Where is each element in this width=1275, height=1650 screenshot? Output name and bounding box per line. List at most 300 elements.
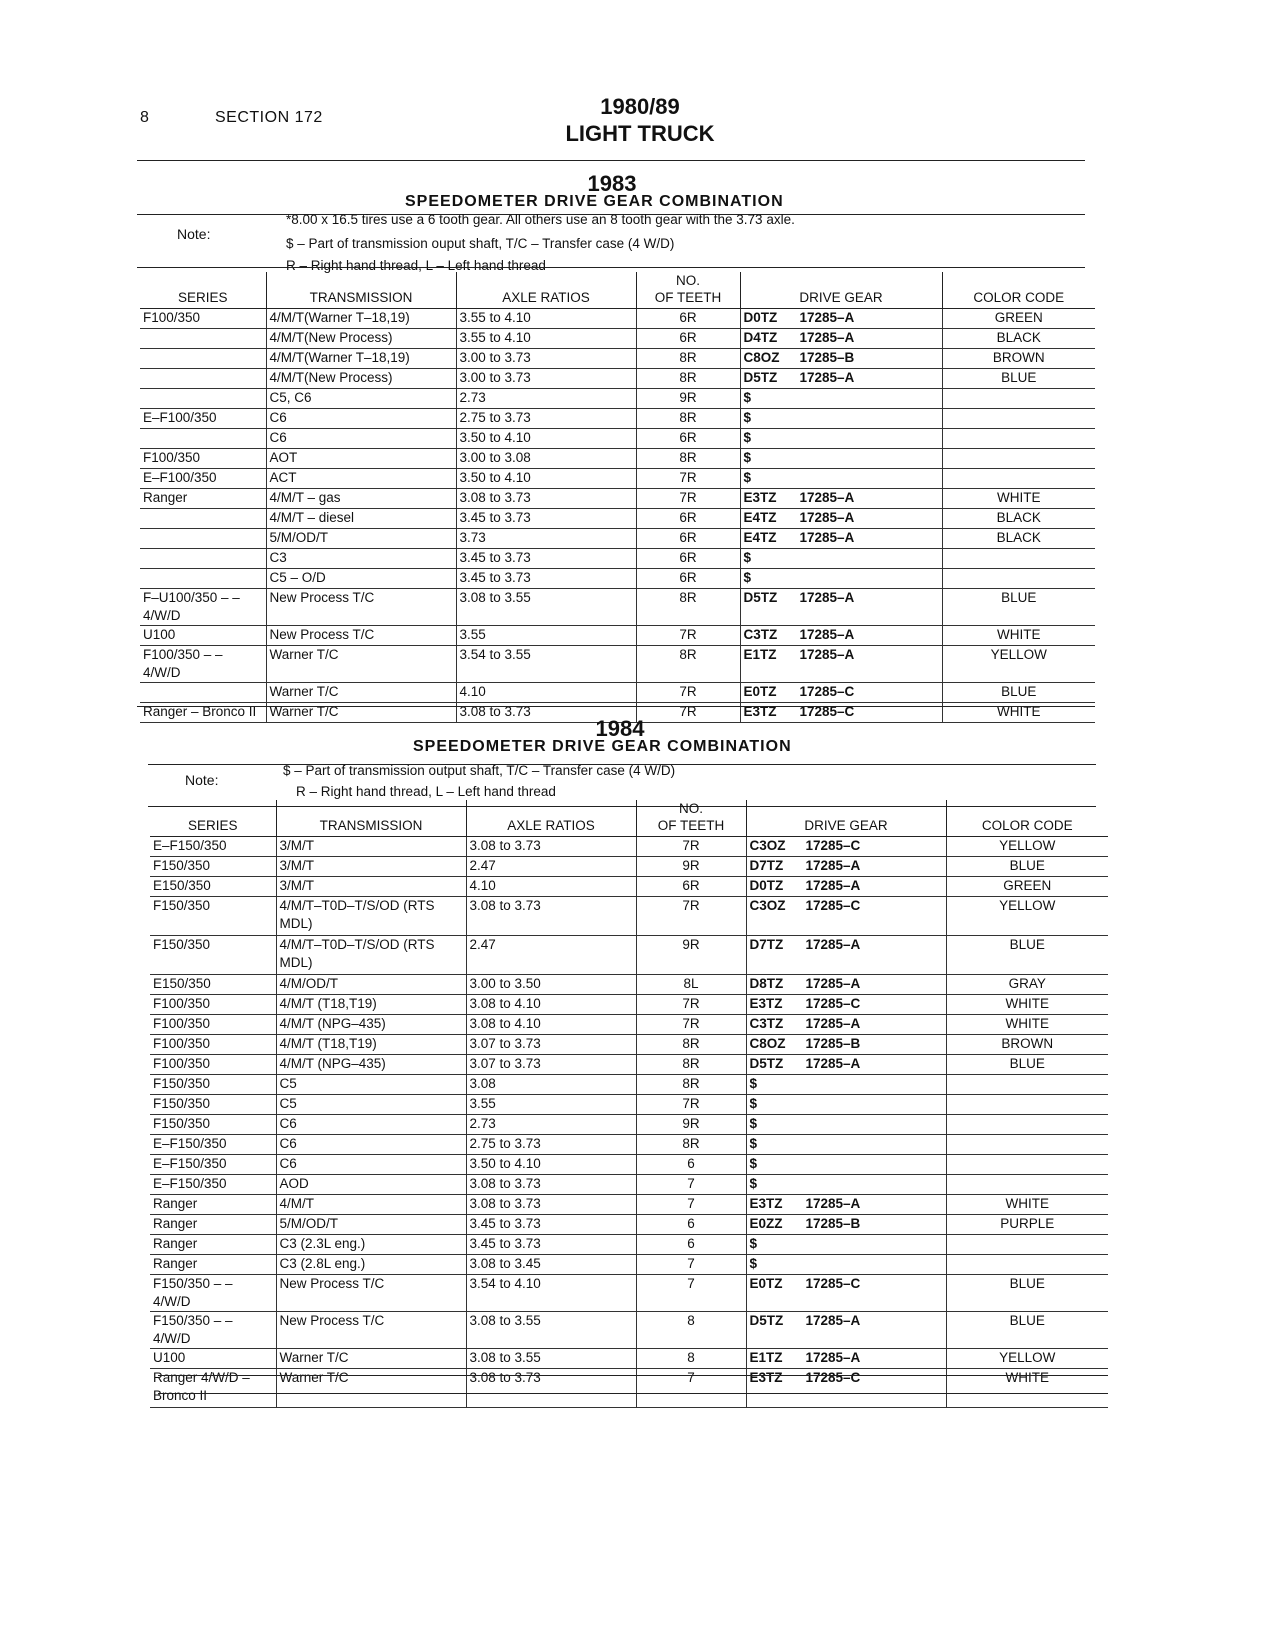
table-row: [150, 1055, 1108, 1075]
transmission-cell: AOD: [276, 1175, 466, 1195]
drive-gear-cell: [740, 369, 942, 389]
axle-ratio-cell: 3.00 to 3.73: [456, 349, 636, 369]
header-series: SERIES: [150, 800, 276, 837]
axle-ratio-cell: 3.73: [456, 529, 636, 549]
transmission-cell: 4/M/T – gas: [266, 489, 456, 509]
color-code-cell: [942, 549, 1095, 569]
teeth-cell: 8R: [636, 1035, 746, 1055]
drive-gear-code: D4TZ: [743, 330, 778, 345]
transmission-cell: 5/M/OD/T: [276, 1215, 466, 1235]
table-row: [150, 837, 1108, 857]
teeth-cell: 7R: [636, 1015, 746, 1035]
table-row: [150, 1155, 1108, 1175]
header-axle-ratios: AXLE RATIOS: [456, 272, 636, 309]
drive-gear-cell: [746, 936, 946, 975]
table-row: [140, 549, 1095, 569]
series-cell: [140, 429, 266, 449]
drive-gear-code: E3TZ: [749, 1370, 783, 1385]
teeth-cell: 8R: [636, 369, 740, 389]
table-row: [150, 1075, 1108, 1095]
transmission-cell: C6: [266, 409, 456, 429]
drive-gear-cell: [740, 329, 942, 349]
table-1984-year: 1984: [595, 716, 645, 741]
drive-gear-cell: [746, 1115, 946, 1135]
table-1983-bottom-rule: [137, 706, 1095, 707]
axle-ratio-cell: 3.50 to 4.10: [466, 1155, 636, 1175]
drive-gear-part: 17285–C: [799, 704, 855, 719]
table-row: [140, 409, 1095, 429]
series-cell: F150/350 – – 4/W/D: [150, 1312, 276, 1349]
transmission-cell: ACT: [266, 469, 456, 489]
axle-ratio-cell: 3.45 to 3.73: [456, 509, 636, 529]
axle-ratio-cell: 3.08 to 3.55: [466, 1312, 636, 1349]
axle-ratio-cell: 3.08 to 3.73: [466, 897, 636, 936]
transmission-cell: 3/M/T: [276, 877, 466, 897]
drive-gear-cell: [746, 1312, 946, 1349]
axle-ratio-cell: 3.45 to 3.73: [466, 1235, 636, 1255]
teeth-cell: 6: [636, 1235, 746, 1255]
table-row: [140, 569, 1095, 589]
header-transmission: TRANSMISSION: [266, 272, 456, 309]
transmission-cell: New Process T/C: [276, 1275, 466, 1312]
table-1983-note-1: *8.00 x 16.5 tires use a 6 tooth gear. All others use an 8 tooth gear with the 3.73 axle.: [286, 212, 795, 227]
table-row: [150, 1312, 1108, 1349]
drive-gear-part: 17285–A: [799, 627, 855, 642]
drive-gear-cell: [746, 1235, 946, 1255]
drive-gear-cell: [746, 995, 946, 1015]
table-row: [140, 329, 1095, 349]
transmission-cell: 4/M/T(New Process): [266, 329, 456, 349]
teeth-cell: 6: [636, 1215, 746, 1235]
teeth-cell: 7R: [636, 626, 740, 646]
drive-gear-part: 17285–A: [799, 330, 855, 345]
series-cell: F150/350: [150, 1075, 276, 1095]
drive-gear-part: 17285–B: [805, 1216, 861, 1231]
color-code-cell: WHITE: [942, 489, 1095, 509]
drive-gear-cell: [740, 683, 942, 703]
table-row: [150, 975, 1108, 995]
transmission-cell: 4/M/T–T0D–T/S/OD (RTS MDL): [276, 897, 466, 936]
series-cell: U100: [150, 1349, 276, 1369]
header-series: SERIES: [140, 272, 266, 309]
color-code-cell: BLUE: [946, 936, 1108, 975]
series-cell: F150/350: [150, 1095, 276, 1115]
color-code-cell: [946, 1235, 1108, 1255]
transmission-cell: Warner T/C: [276, 1369, 466, 1408]
drive-gear-code: $: [743, 410, 752, 425]
color-code-cell: YELLOW: [946, 897, 1108, 936]
axle-ratio-cell: 3.54 to 4.10: [466, 1275, 636, 1312]
table-1984-title: SPEEDOMETER DRIVE GEAR COMBINATION: [413, 738, 792, 755]
drive-gear-code: D7TZ: [749, 937, 784, 952]
transmission-cell: New Process T/C: [276, 1312, 466, 1349]
transmission-cell: C5: [276, 1075, 466, 1095]
color-code-cell: WHITE: [946, 1369, 1108, 1408]
teeth-cell: 6R: [636, 429, 740, 449]
axle-ratio-cell: 3.08 to 3.45: [466, 1255, 636, 1275]
series-cell: E150/350: [150, 975, 276, 995]
drive-gear-cell: [746, 1275, 946, 1312]
drive-gear-code: $: [743, 430, 752, 445]
axle-ratio-cell: 2.73: [466, 1115, 636, 1135]
table-1984-bottom-rule-2: [158, 1393, 1108, 1394]
table-1984: [150, 800, 1108, 1408]
transmission-cell: Warner T/C: [266, 703, 456, 723]
axle-ratio-cell: 3.08 to 3.73: [466, 1175, 636, 1195]
drive-gear-cell: [740, 589, 942, 626]
transmission-cell: 4/M/T(Warner T–18,19): [266, 309, 456, 329]
axle-ratio-cell: 3.45 to 3.73: [456, 569, 636, 589]
drive-gear-code: E1TZ: [749, 1350, 783, 1365]
drive-gear-part: 17285–A: [805, 976, 861, 991]
drive-gear-code: D5TZ: [749, 1056, 784, 1071]
drive-gear-code: D8TZ: [749, 976, 784, 991]
teeth-cell: 6R: [636, 877, 746, 897]
drive-gear-part: 17285–C: [799, 684, 855, 699]
axle-ratio-cell: 2.47: [466, 936, 636, 975]
axle-ratio-cell: 3.07 to 3.73: [466, 1035, 636, 1055]
table-row: [140, 449, 1095, 469]
series-cell: Ranger 4/W/D – Bronco II: [150, 1369, 276, 1408]
color-code-cell: [942, 429, 1095, 449]
table-1984-note-2: R – Right hand thread, L – Left hand thread: [296, 784, 556, 799]
drive-gear-code: D5TZ: [749, 1313, 784, 1328]
teeth-cell: 9R: [636, 936, 746, 975]
drive-gear-cell: [746, 1015, 946, 1035]
color-code-cell: BLUE: [946, 1312, 1108, 1349]
transmission-cell: 4/M/T (T18,T19): [276, 995, 466, 1015]
drive-gear-code: $: [743, 450, 752, 465]
table-1983-note-3: R – Right hand thread, L – Left hand thread: [286, 258, 546, 273]
table-row: [140, 509, 1095, 529]
teeth-cell: 8R: [636, 349, 740, 369]
drive-gear-code: $: [749, 1156, 758, 1171]
table-row: [140, 489, 1095, 509]
teeth-cell: 6R: [636, 569, 740, 589]
series-cell: Ranger: [150, 1195, 276, 1215]
color-code-cell: BLUE: [946, 1055, 1108, 1075]
drive-gear-code: E4TZ: [743, 510, 777, 525]
axle-ratio-cell: 3.54 to 3.55: [456, 646, 636, 683]
drive-gear-cell: [746, 1255, 946, 1275]
color-code-cell: [946, 1135, 1108, 1155]
table-row: [150, 1349, 1108, 1369]
transmission-cell: 4/M/T: [276, 1195, 466, 1215]
drive-gear-part: 17285–A: [799, 647, 855, 662]
axle-ratio-cell: 3.55: [456, 626, 636, 646]
drive-gear-cell: [740, 509, 942, 529]
series-cell: F100/350: [140, 449, 266, 469]
drive-gear-code: C3TZ: [749, 1016, 784, 1031]
transmission-cell: C6: [276, 1135, 466, 1155]
color-code-cell: GREEN: [942, 309, 1095, 329]
drive-gear-code: D5TZ: [743, 590, 778, 605]
color-code-cell: WHITE: [946, 1015, 1108, 1035]
teeth-cell: 8R: [636, 449, 740, 469]
transmission-cell: 3/M/T: [276, 837, 466, 857]
table-row: [150, 1095, 1108, 1115]
drive-gear-cell: [740, 489, 942, 509]
axle-ratio-cell: 2.75 to 3.73: [456, 409, 636, 429]
drive-gear-cell: [740, 449, 942, 469]
series-cell: E150/350: [150, 877, 276, 897]
color-code-cell: [942, 569, 1095, 589]
header-rule: [137, 160, 1085, 161]
teeth-cell: 7: [636, 1275, 746, 1312]
axle-ratio-cell: 3.08 to 3.55: [466, 1349, 636, 1369]
series-cell: E–F150/350: [150, 1175, 276, 1195]
teeth-cell: 7R: [636, 469, 740, 489]
color-code-cell: [942, 449, 1095, 469]
table-row: [150, 1195, 1108, 1215]
table-1983-note-label: Note:: [177, 226, 211, 242]
axle-ratio-cell: 3.45 to 3.73: [466, 1215, 636, 1235]
table-row: [140, 369, 1095, 389]
teeth-cell: 8: [636, 1349, 746, 1369]
transmission-cell: C3 (2.8L eng.): [276, 1255, 466, 1275]
transmission-cell: Warner T/C: [276, 1349, 466, 1369]
transmission-cell: 4/M/T(New Process): [266, 369, 456, 389]
transmission-cell: AOT: [266, 449, 456, 469]
teeth-cell: 7R: [636, 897, 746, 936]
axle-ratio-cell: 3.45 to 3.73: [456, 549, 636, 569]
color-code-cell: BLACK: [942, 529, 1095, 549]
series-cell: E–F100/350: [140, 409, 266, 429]
table-row: [150, 1235, 1108, 1255]
drive-gear-cell: [746, 1035, 946, 1055]
teeth-cell: 6R: [636, 329, 740, 349]
teeth-cell: 8R: [636, 1075, 746, 1095]
series-cell: F100/350: [150, 995, 276, 1015]
axle-ratio-cell: 3.08 to 4.10: [466, 1015, 636, 1035]
drive-gear-code: C3TZ: [743, 627, 778, 642]
axle-ratio-cell: 3.55 to 4.10: [456, 329, 636, 349]
drive-gear-cell: [746, 1075, 946, 1095]
color-code-cell: [946, 1115, 1108, 1135]
drive-gear-part: 17285–A: [805, 1056, 861, 1071]
table-row: [150, 1035, 1108, 1055]
drive-gear-part: 17285–A: [805, 1350, 861, 1365]
series-cell: Ranger: [150, 1215, 276, 1235]
header-teeth: NO. OF TEETH: [636, 272, 740, 309]
drive-gear-code: E0TZ: [749, 1276, 783, 1291]
drive-gear-cell: [740, 646, 942, 683]
drive-gear-code: E3TZ: [749, 996, 783, 1011]
table-1983: [140, 272, 1095, 723]
axle-ratio-cell: 3.07 to 3.73: [466, 1055, 636, 1075]
axle-ratio-cell: 3.08 to 4.10: [466, 995, 636, 1015]
header-teeth: NO. OF TEETH: [636, 800, 746, 837]
table-1983-note-rule: [137, 267, 1085, 268]
drive-gear-part: 17285–B: [805, 1036, 861, 1051]
drive-gear-cell: [746, 1349, 946, 1369]
table-row: [150, 995, 1108, 1015]
drive-gear-code: $: [749, 1236, 758, 1251]
color-code-cell: [946, 1095, 1108, 1115]
table-row: [150, 897, 1108, 936]
table-row: [140, 626, 1095, 646]
teeth-cell: 6R: [636, 509, 740, 529]
teeth-cell: 7R: [636, 489, 740, 509]
color-code-cell: WHITE: [942, 626, 1095, 646]
table-1984-bottom-rule-1: [158, 1375, 1108, 1376]
series-cell: Ranger: [150, 1235, 276, 1255]
color-code-cell: WHITE: [942, 703, 1095, 723]
transmission-cell: C5, C6: [266, 389, 456, 409]
table-row: [140, 646, 1095, 683]
drive-gear-code: $: [749, 1136, 758, 1151]
table-1984-note-label: Note:: [185, 772, 219, 788]
color-code-cell: YELLOW: [946, 1349, 1108, 1369]
drive-gear-code: $: [743, 570, 752, 585]
transmission-cell: 4/M/T (T18,T19): [276, 1035, 466, 1055]
header-color-code: COLOR CODE: [942, 272, 1095, 309]
transmission-cell: New Process T/C: [266, 626, 456, 646]
transmission-cell: 4/M/T–T0D–T/S/OD (RTS MDL): [276, 936, 466, 975]
color-code-cell: GRAY: [946, 975, 1108, 995]
series-cell: F150/350: [150, 857, 276, 877]
table-row: [150, 1215, 1108, 1235]
transmission-cell: 4/M/T (NPG–435): [276, 1015, 466, 1035]
axle-ratio-cell: 3.55: [466, 1095, 636, 1115]
drive-gear-code: $: [743, 550, 752, 565]
teeth-cell: 8R: [636, 1135, 746, 1155]
document-years: 1980/89: [600, 94, 680, 119]
drive-gear-code: E0ZZ: [749, 1216, 783, 1231]
drive-gear-part: 17285–A: [799, 510, 855, 525]
transmission-cell: C3 (2.3L eng.): [276, 1235, 466, 1255]
table-row: [150, 1175, 1108, 1195]
table-row: [150, 877, 1108, 897]
color-code-cell: [942, 389, 1095, 409]
table-row: [150, 936, 1108, 975]
drive-gear-part: 17285–A: [805, 1313, 861, 1328]
header-axle-ratios: AXLE RATIOS: [466, 800, 636, 837]
drive-gear-code: C3OZ: [749, 898, 786, 913]
color-code-cell: BROWN: [942, 349, 1095, 369]
section-label: SECTION 172: [215, 109, 323, 126]
axle-ratio-cell: 3.08 to 3.55: [456, 589, 636, 626]
drive-gear-code: E0TZ: [743, 684, 777, 699]
series-cell: E–F150/350: [150, 1155, 276, 1175]
color-code-cell: [946, 1155, 1108, 1175]
color-code-cell: GREEN: [946, 877, 1108, 897]
drive-gear-part: 17285–A: [799, 590, 855, 605]
table-row: [150, 857, 1108, 877]
series-cell: Ranger – Bronco II: [140, 703, 266, 723]
drive-gear-cell: [746, 1155, 946, 1175]
transmission-cell: New Process T/C: [266, 589, 456, 626]
series-cell: [140, 569, 266, 589]
drive-gear-code: $: [749, 1096, 758, 1111]
drive-gear-cell: [740, 389, 942, 409]
drive-gear-code: C8OZ: [749, 1036, 786, 1051]
series-cell: Ranger: [150, 1255, 276, 1275]
axle-ratio-cell: 3.08 to 3.73: [466, 1195, 636, 1215]
series-cell: E–F150/350: [150, 1135, 276, 1155]
axle-ratio-cell: 4.10: [456, 683, 636, 703]
axle-ratio-cell: 2.47: [466, 857, 636, 877]
drive-gear-code: $: [743, 390, 752, 405]
header-drive-gear: DRIVE GEAR: [740, 272, 942, 309]
drive-gear-cell: [746, 1195, 946, 1215]
drive-gear-part: 17285–A: [799, 370, 855, 385]
series-cell: [140, 349, 266, 369]
drive-gear-code: C8OZ: [743, 350, 780, 365]
series-cell: [140, 369, 266, 389]
teeth-cell: 7R: [636, 837, 746, 857]
drive-gear-part: 17285–A: [799, 530, 855, 545]
teeth-cell: 8L: [636, 975, 746, 995]
teeth-cell: 7: [636, 1195, 746, 1215]
transmission-cell: 3/M/T: [276, 857, 466, 877]
drive-gear-part: 17285–A: [799, 490, 855, 505]
drive-gear-cell: [746, 897, 946, 936]
drive-gear-code: D5TZ: [743, 370, 778, 385]
table-1983-year: 1983: [587, 171, 637, 196]
axle-ratio-cell: 3.00 to 3.08: [456, 449, 636, 469]
series-cell: F100/350: [140, 309, 266, 329]
teeth-cell: 7R: [636, 995, 746, 1015]
series-cell: F150/350: [150, 897, 276, 936]
series-cell: [140, 509, 266, 529]
teeth-cell: 8R: [636, 589, 740, 626]
drive-gear-code: $: [743, 470, 752, 485]
axle-ratio-cell: 3.08 to 3.73: [456, 489, 636, 509]
series-cell: [140, 683, 266, 703]
axle-ratio-cell: 4.10: [466, 877, 636, 897]
axle-ratio-cell: 3.00 to 3.73: [456, 369, 636, 389]
drive-gear-cell: [746, 857, 946, 877]
teeth-cell: 6: [636, 1155, 746, 1175]
transmission-cell: 4/M/T(Warner T–18,19): [266, 349, 456, 369]
teeth-cell: 7R: [636, 683, 740, 703]
series-cell: Ranger: [140, 489, 266, 509]
series-cell: E–F150/350: [150, 837, 276, 857]
color-code-cell: YELLOW: [946, 837, 1108, 857]
color-code-cell: BLUE: [946, 1275, 1108, 1312]
table-row: [150, 1115, 1108, 1135]
transmission-cell: C6: [266, 429, 456, 449]
teeth-cell: 9R: [636, 389, 740, 409]
series-cell: U100: [140, 626, 266, 646]
table-row: [150, 1015, 1108, 1035]
drive-gear-cell: [746, 877, 946, 897]
color-code-cell: PURPLE: [946, 1215, 1108, 1235]
table-row: [140, 683, 1095, 703]
teeth-cell: 6R: [636, 529, 740, 549]
teeth-cell: 6R: [636, 549, 740, 569]
drive-gear-code: D0TZ: [749, 878, 784, 893]
page-number: 8: [140, 109, 149, 126]
teeth-cell: 9R: [636, 857, 746, 877]
table-row: [140, 389, 1095, 409]
table-row: [140, 429, 1095, 449]
color-code-cell: BLACK: [942, 509, 1095, 529]
series-cell: F100/350: [150, 1015, 276, 1035]
color-code-cell: [942, 409, 1095, 429]
drive-gear-part: 17285–A: [805, 937, 861, 952]
table-row: [140, 349, 1095, 369]
color-code-cell: [946, 1075, 1108, 1095]
axle-ratio-cell: 3.08 to 3.73: [466, 837, 636, 857]
color-code-cell: WHITE: [946, 1195, 1108, 1215]
transmission-cell: C3: [266, 549, 456, 569]
teeth-cell: 7: [636, 1369, 746, 1408]
teeth-cell: 8R: [636, 646, 740, 683]
drive-gear-part: 17285–A: [799, 310, 855, 325]
drive-gear-cell: [746, 975, 946, 995]
